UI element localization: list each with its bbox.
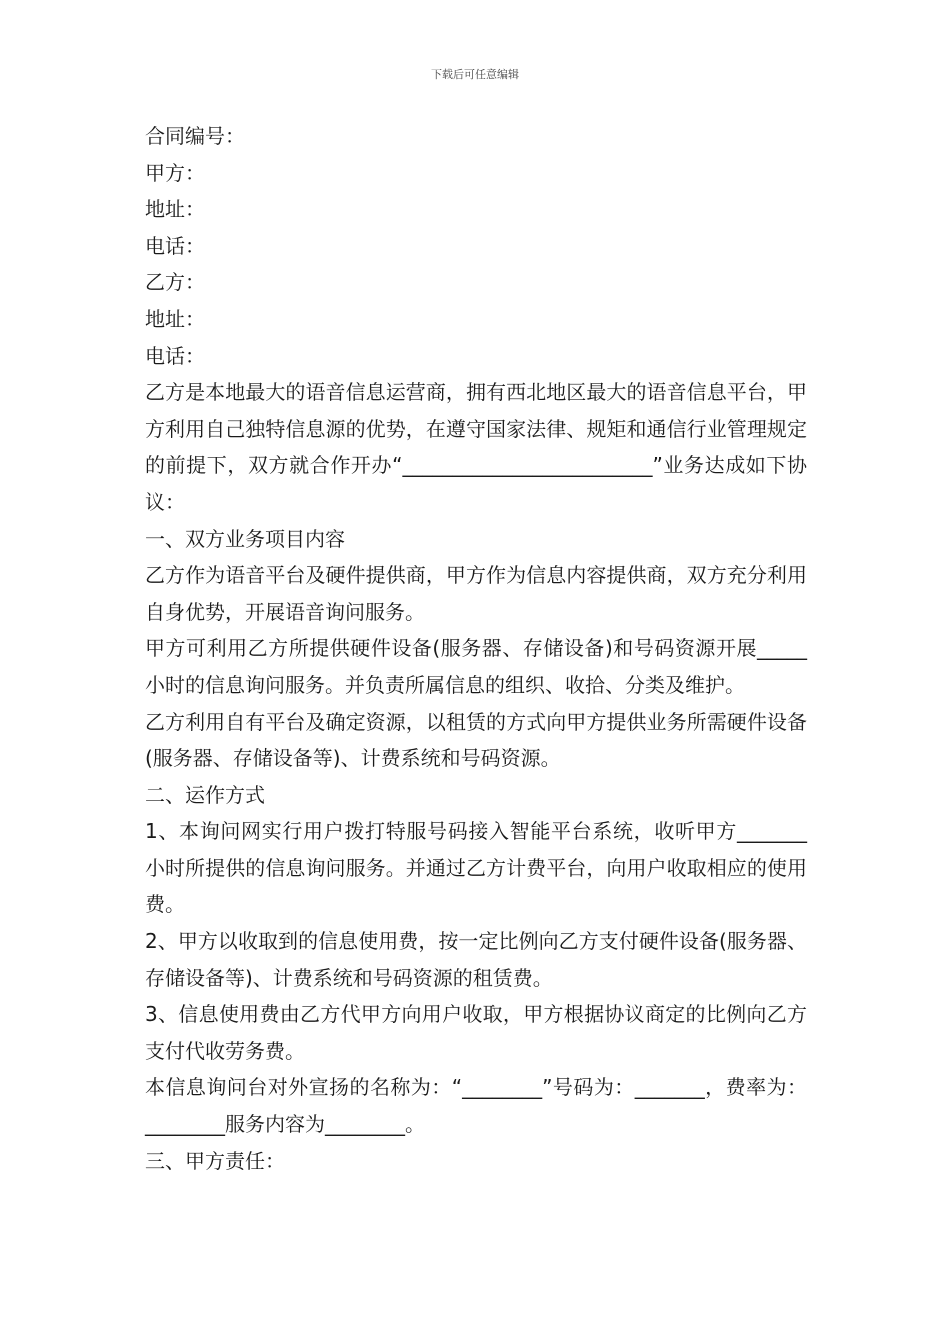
- section-heading-3: 三、甲方责任：: [145, 1148, 285, 1173]
- section-1-paragraph-2: 甲方可利用乙方所提供硬件设备(服务器、存储设备)和号码资源开展_____小时的信息询问服务。并负责所属信息的组织、收拾、分类及维护。: [145, 636, 807, 697]
- party-a-line: 甲方：: [145, 160, 205, 185]
- page-header-note: 下载后可任意编辑: [431, 68, 519, 81]
- contract-number-line: 合同编号：: [145, 124, 245, 148]
- section-2-item-2: 2、甲方以收取到的信息使用费，按一定比例向乙方支付硬件设备(服务器、存储设备等)、计费系统和号码资源的租赁费。: [145, 929, 807, 990]
- section-heading-2: 二、运作方式: [145, 782, 265, 807]
- section-2-item-1: 1、本询问网实行用户拨打特服号码接入智能平台系统，收听甲方_______小时所提供的信息询问服务。并通过乙方计费平台，向用户收取相应的使用费。: [145, 819, 807, 917]
- party-b-line: 乙方：: [145, 270, 205, 295]
- party-b-address-line: 地址：: [145, 306, 205, 331]
- party-a-phone-line: 电话：: [145, 233, 205, 258]
- section-heading-1: 一、双方业务项目内容: [145, 526, 345, 551]
- intro-paragraph: 乙方是本地最大的语音信息运营商，拥有西北地区最大的语音信息平台，甲方利用自己独特信息源的优势，在遵守国家法律、规矩和通信行业管理规定的前提下，双方就合作开办“_________________________”业务达成如下协议：: [145, 380, 807, 514]
- contract-body: [145, 118, 807, 1179]
- section-2-item-3: 3、信息使用费由乙方代甲方向用户收取，甲方根据协议商定的比例向乙方支付代收劳务费。: [145, 1002, 807, 1063]
- section-1-paragraph-1: 乙方作为语音平台及硬件提供商，甲方作为信息内容提供商，双方充分利用自身优势，开展语音询问服务。: [145, 563, 807, 624]
- section-1-paragraph-3: 乙方利用自有平台及确定资源，以租赁的方式向甲方提供业务所需硬件设备(服务器、存储设备等)、计费系统和号码资源。: [145, 709, 807, 771]
- party-b-phone-line: 电话：: [145, 343, 205, 368]
- party-a-address-line: 地址：: [145, 197, 205, 222]
- service-name-paragraph: 本信息询问台对外宣扬的名称为：“________”号码为：_______，费率为：________服务内容为________。: [145, 1075, 807, 1137]
